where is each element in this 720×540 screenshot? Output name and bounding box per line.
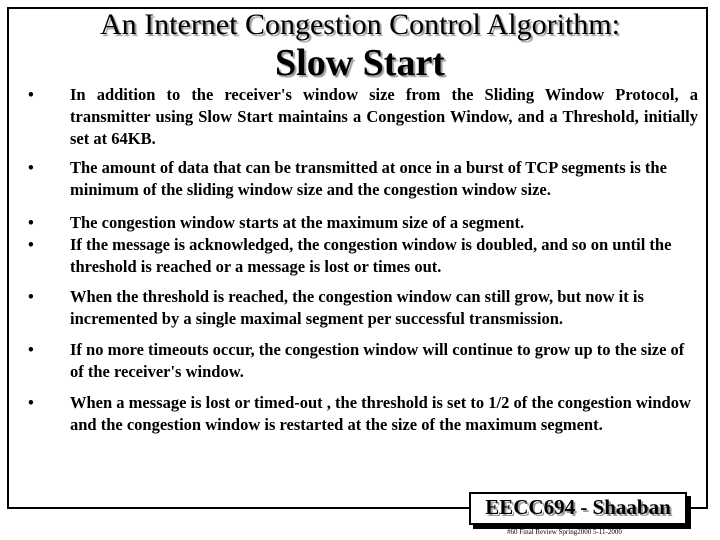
bullet-item <box>28 339 698 383</box>
bullet-item <box>28 286 698 330</box>
bullet-text: In addition to the receiver's window size from the Sliding Window Protocol, a transmitter using Slow Start maintains a Congestion Window, and a Threshold, initially set at 64KB. <box>70 85 698 148</box>
bullet-item <box>28 212 698 234</box>
bullet-dot: • <box>28 340 34 359</box>
bullet-item <box>28 157 698 201</box>
footer-note: #60 Final Review Spring2000 5-11-2000 <box>507 528 622 536</box>
course-label: EECC694 - Shaaban <box>485 495 671 519</box>
bullet-text: If no more timeouts occur, the congestion window will continue to grow up to the size of of the receiver's window. <box>70 340 685 381</box>
slide-title-line1: An Internet Congestion Control Algorithm: <box>100 8 620 41</box>
bullet-text: The congestion window starts at the maximum size of a segment. <box>70 213 525 232</box>
bullet-text: When the threshold is reached, the congestion window can still grow, but now it is incremented by a single maximal segment per successful transmission. <box>70 287 644 328</box>
bullet-dot: • <box>28 235 34 254</box>
bullet-text: If the message is acknowledged, the congestion window is doubled, and so on until the threshold is reached or a message is lost or times out. <box>70 235 672 276</box>
bullet-item <box>28 84 698 150</box>
bullet-dot: • <box>28 213 34 232</box>
bullet-dot: • <box>28 85 34 104</box>
bullet-item <box>28 392 698 436</box>
bullet-text: When a message is lost or timed-out , the threshold is set to 1/2 of the congestion window and the congestion window is restarted at the size of the maximum segment. <box>70 393 691 434</box>
bullet-dot: • <box>28 287 34 306</box>
bullet-text: The amount of data that can be transmitted at once in a burst of TCP segments is the minimum of the sliding window size and the congestion window size. <box>70 158 667 199</box>
bullet-list <box>28 84 698 436</box>
slide-title-line2: Slow Start <box>275 42 445 84</box>
bullet-dot: • <box>28 393 34 412</box>
course-label-box <box>469 492 687 525</box>
bullet-item <box>28 234 698 278</box>
bullet-dot: • <box>28 158 34 177</box>
